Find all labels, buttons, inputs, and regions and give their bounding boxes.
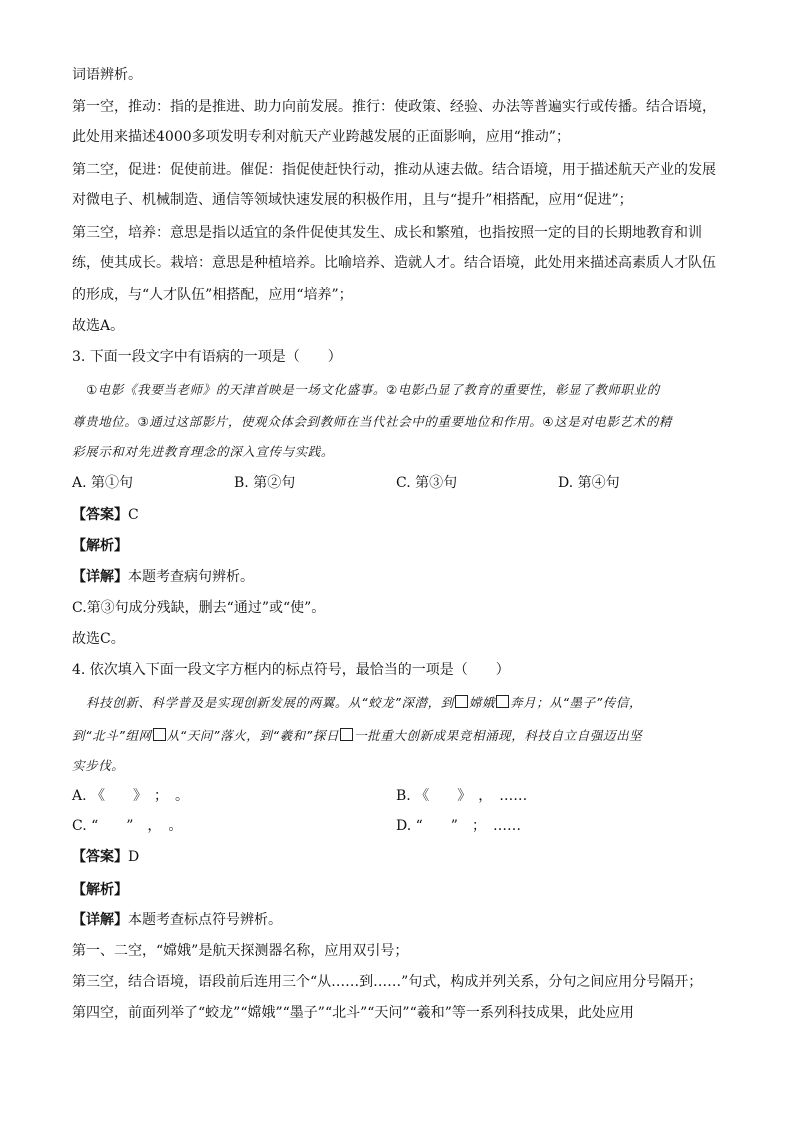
- blank-box: [153, 728, 166, 741]
- passage-line: 实步伐。: [72, 758, 125, 773]
- passage-text: 科技创新、科学普及是实现创新发展的两翼。从“蛟龙”深潜，到: [86, 695, 454, 710]
- text-line: 第三空，培养：意思是指以适宜的条件促使其发生、成长和繁殖，也指按照一定的目的长期地教育和训: [72, 225, 702, 241]
- analysis-tag: [72, 880, 722, 900]
- text-line: 练，使其成长。栽培：意思是种植培养。比喻培养、造就人才。结合语境，此处用来描述高素质人才队伍: [72, 255, 716, 271]
- text-line: 对微电子、机械制造、通信等领域快速发展的积极作用，且与“提升”相搭配，应用“促进”；: [72, 192, 633, 208]
- option-a: A. 第①句: [72, 475, 134, 491]
- explain-line: 第四空，前面列举了“蛟龙”“嫦娥”“墨子”“北斗”“天问”“羲和”等一系列科技成果，此处应用: [72, 1005, 634, 1021]
- analysis-tag: [72, 536, 722, 556]
- option-d: D. “ ” ； ……: [396, 818, 521, 834]
- question-4-stem: 4. 依次填入下面一段文字方框内的标点符号，最恰当的一项是（ ）: [72, 662, 510, 678]
- passage-line: 彩展示和对先进教育理念的深入宣传与实践。: [72, 444, 335, 459]
- text-line: 第二空，促进：促使前进。催促：指促使赶快行动，推动从速去做。结合语境，用于描述航天产业的发展: [72, 162, 716, 178]
- detail-line: [72, 567, 722, 587]
- passage-text: 从“天问”落火，到“羲和”探日: [166, 728, 340, 743]
- text-line: 第一空，推动：指的是推进、助力向前发展。推行：使政策、经验、办法等普遍实行或传播。结合语境，: [72, 99, 716, 115]
- text-line: 故选A。: [72, 318, 125, 334]
- option-b: B. 《 》 ， ……: [396, 788, 528, 804]
- explain-line: 第一、二空，“嫦娥”是航天探测器名称，应用双引号；: [72, 943, 409, 959]
- text-line: 词语辨析。: [72, 67, 142, 83]
- answer-value: C: [128, 507, 139, 523]
- option-c: C. 第③句: [396, 475, 458, 491]
- analysis-label: 【解析】: [72, 882, 128, 898]
- option-d: D. 第④句: [558, 475, 620, 491]
- answer-line: [72, 847, 722, 867]
- passage-line: [72, 726, 722, 746]
- explain-line: 第三空，结合语境，语段前后连用三个“从……到……”句式，构成并列关系，分句之间应用分号隔开；: [72, 974, 703, 990]
- detail-tag: 【详解】: [72, 569, 128, 585]
- blank-box: [455, 695, 468, 708]
- detail-tag: 【详解】: [72, 912, 128, 928]
- analysis-label: 【解析】: [72, 538, 128, 554]
- option-a: A. 《 》 ； 。: [72, 788, 190, 804]
- explain-line: C.第③句成分残缺，删去“通过”或“使”。: [72, 600, 326, 616]
- text-line: 的形成，与“人才队伍”相搭配，应用“培养”；: [72, 287, 353, 303]
- answer-value: D: [128, 849, 140, 865]
- passage-text: 一批重大创新成果竞相涌现，科技自立自强迈出坚: [354, 728, 643, 743]
- conclusion-line: 故选C。: [72, 631, 125, 647]
- answer-tag: 【答案】: [72, 507, 128, 523]
- detail-text: 本题考查标点符号辨析。: [128, 912, 282, 928]
- detail-text: 本题考查病句辨析。: [128, 569, 254, 585]
- detail-line: [72, 910, 722, 930]
- question-3-stem: 3. 下面一段文字中有语病的一项是（ ）: [72, 349, 342, 365]
- option-b: B. 第②句: [234, 475, 296, 491]
- passage-line: 尊贵地位。③通过这部影片，使观众体会到教师在当代社会中的重要地位和作用。④这是对电影艺术的精: [72, 414, 673, 429]
- answer-tag: 【答案】: [72, 849, 128, 865]
- blank-box: [340, 728, 353, 741]
- passage-text: 奔月；从“墨子”传信，: [510, 695, 643, 710]
- text-line: 此处用来描述4000多项发明专利对航天产业跨越发展的正面影响，应用“推动”；: [72, 129, 570, 145]
- answer-line: [72, 505, 722, 525]
- blank-box: [496, 695, 509, 708]
- passage-line: ①电影《我要当老师》的天津首映是一场文化盛事。②电影凸显了教育的重要性，彰显了教师职业的: [86, 382, 660, 397]
- passage-line: [86, 693, 736, 713]
- option-c: C. “ ” ， 。: [72, 818, 183, 834]
- passage-text: 嫦娥: [468, 695, 496, 710]
- passage-text: 到“北斗”组网: [72, 728, 152, 743]
